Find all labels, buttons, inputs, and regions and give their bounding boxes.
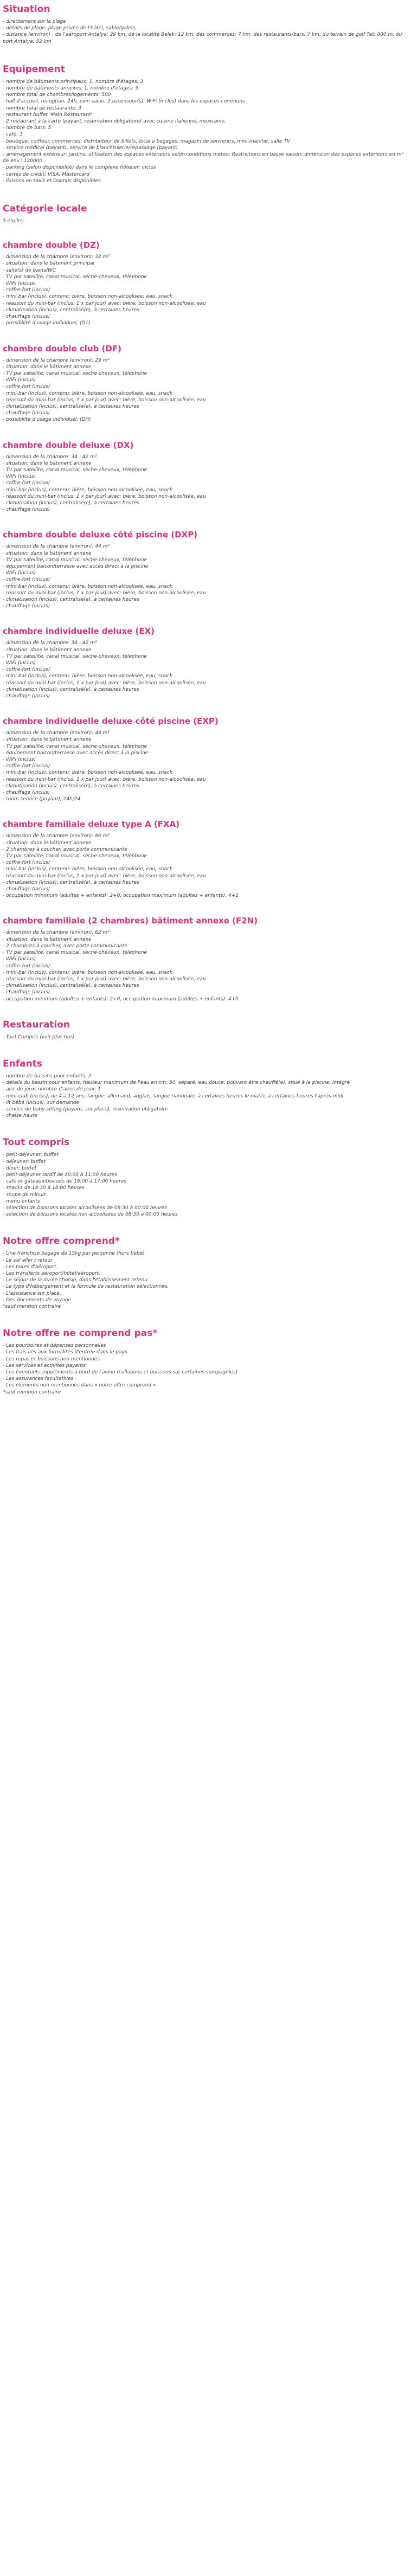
list-item: - chauffage (inclus) [3, 790, 50, 796]
room-title: chambre double deluxe (DX) [3, 440, 134, 450]
list-item: - Des documents de voyage. [3, 1297, 73, 1303]
list-item: - dimension de la chambre (environ): 62 m² [3, 930, 110, 936]
offre-ne-comprend-pas-section [3, 1327, 408, 1396]
restauration-title: Restauration [3, 1019, 70, 1030]
list-item: - réassort du mini-bar (inclus, 1 x par jour) avec: bière, boisson non-alcoolisée, eau [3, 976, 206, 982]
list-item: - TV par satellite, canal musical, sèche-cheveux, téléphone [3, 370, 147, 376]
list-item: - situation: dans le bâtiment principal [3, 261, 95, 267]
room-feature-list [3, 730, 408, 802]
list-item: - dimension de la chambre (environ): 80 m² [3, 833, 110, 839]
list-item: - chaise haute [3, 1113, 37, 1119]
room-title: chambre double club (DF) [3, 343, 121, 354]
list-item: - dimension de la chambre: 34 - 42 m² [3, 640, 97, 646]
list-item: - déjeuner: buffet [3, 1159, 46, 1165]
list-item: - chauffage (inclus) [3, 990, 50, 995]
list-item: - situation: dans le bâtiment annexe [3, 647, 92, 653]
tout-compris-section [3, 1136, 408, 1218]
list-item: - mini-bar (inclus), contenu: bière, boisson non-alcoolisée, eau, snack [3, 673, 172, 679]
list-item: - climatisation (inclus), centralisé(e), à certaines heures [3, 686, 139, 692]
list-item: - WiFi (inclus) [3, 570, 36, 576]
list-item: - Les taxes d'aéroport. [3, 1264, 58, 1270]
list-item: - réassort du mini-bar (inclus, 1 x par jour) avec: bière, boisson non-alcoolisée, eau [3, 397, 206, 403]
list-item: - climatisation (inclus), centralisé(e), à certaines heures [3, 403, 139, 409]
room-title: chambre individuelle deluxe côté piscine (EXP) [3, 716, 219, 727]
list-item: - situation: dans le bâtiment annexe [3, 936, 92, 942]
list-item: - mini-bar (inclus), contenu: bière, boisson non-alcoolisée, eau, snack [3, 969, 172, 975]
list-item: - détails du bassin pour enfants: hauteur maximum de l'eau en cm: 50, séparé, eau douce, pouvant être chauffé(e), situé à la piscine, intégré [3, 1080, 350, 1086]
room-feature-list [3, 640, 408, 699]
list-item: - 2 restaurant à la carte (payant, réservation obligatoire) avec cuisine italienne, mexicaine, [3, 119, 226, 125]
list-item: - réassort du mini-bar (inclus, 1 x par jour) avec: bière, boisson non-alcoolisée, eau [3, 680, 206, 686]
list-item: - L'assistance sur place. [3, 1290, 61, 1296]
list-item: - nombre de bâtiments principaux: 1, nombre d'étages: 3 [3, 79, 144, 85]
list-item: - Une franchise bagage de 15kg par personne (hors bébé) [3, 1251, 145, 1257]
list-item: - soupe de minuit [3, 1192, 46, 1198]
list-item: - possibilité d'usage individuel, (DH) [3, 417, 91, 423]
room-section [3, 626, 408, 699]
list-item: - TV par satellite, canal musical, sèche-cheveux, téléphone [3, 950, 147, 956]
room-section [3, 343, 408, 423]
list-item: - coffre-fort (inclus) [3, 287, 50, 293]
categorie-section [3, 203, 408, 224]
list-item: - WiFi (inclus) [3, 757, 36, 763]
list-item: - 2 chambres à coucher, avec porte communicante [3, 943, 127, 949]
list-item: - TV par satellite, canal musical, sèche-cheveux, téléphone [3, 557, 147, 563]
offre-comprend-section [3, 1235, 408, 1310]
list-item: - coffre-fort (inclus) [3, 763, 50, 769]
list-item: - distance (environ) : de l'aéroport Antalya: 29 km, de la localité Belek: 12 km, des commerces: 7 km, des restaurants/bars: 7 km, du terrain de golf Tat: 800 m, du port Antalya: 52 km [3, 32, 402, 44]
list-item: - situation: dans le bâtiment annexe [3, 460, 92, 466]
list-item: - dimension de la chambre: 34 - 42 m² [3, 454, 97, 460]
list-item: - réassort du mini-bar (inclus, 1 x par jour) avec: bière, boisson non-alcoolisée, eau [3, 776, 206, 782]
list-item: - sélection de boissons locales non-alcoolisées de 08:30 à 00:00 heures [3, 1212, 178, 1218]
offre-ne-comprend-pas-title: Notre offre ne comprend pas* [3, 1328, 158, 1339]
situation-title: Situation [3, 4, 50, 15]
list-item: - WiFi (inclus) [3, 474, 36, 480]
list-item: - Le séjour de la durée choisie, dans l'établissement retenu. [3, 1277, 149, 1283]
list-item: - directement sur la plage [3, 19, 66, 24]
restauration-list [3, 1034, 408, 1040]
list-item: - coffre-fort (inclus) [3, 667, 50, 673]
list-item: - Les assurances facultatives [3, 1376, 74, 1382]
list-item: - dimension de la chambre (environ): 32 m² [3, 254, 110, 260]
list-item: - chauffage (inclus) [3, 603, 50, 609]
list-item: - chauffage (inclus) [3, 507, 50, 513]
list-item: - réassort du mini-bar (inclus, 1 x par jour) avec: bière, boisson non-alcoolisée, eau [3, 300, 206, 306]
list-item: - nombre total de chambres/logements: 500 [3, 92, 111, 98]
list-item: - cartes de crédit: VISA, Mastercard [3, 171, 90, 177]
list-item: - lit bébé (inclus), sur demande [3, 1100, 80, 1106]
room-feature-list [3, 833, 408, 899]
list-item: - Les frais liés aux formalités d'entrée dans le pays [3, 1350, 127, 1356]
list-item: - sélection de boissons locales alcoolisées de 08:30 à 00:00 heures [3, 1205, 167, 1211]
list-item: - nombre de bâtiments annexes: 1, nombre d'étages: 5 [3, 86, 138, 92]
tout-compris-title: Tout compris [3, 1137, 70, 1148]
room-section [3, 240, 408, 326]
list-item: - café: 1 [3, 132, 23, 138]
list-item: - menu enfants [3, 1198, 40, 1204]
list-item: - climatisation (inclus), centralisé(e), à certaines heures [3, 879, 139, 885]
room-feature-list [3, 357, 408, 423]
list-item: - occupation minimum (adultes + enfants): 2+0, occupation maximum (adultes + enfants): 4+1 [3, 893, 239, 899]
list-item: - TV par satellite, canal musical, sèche-cheveux, téléphone [3, 853, 147, 859]
list-item: - nombre de bassins pour enfants: 2 [3, 1073, 92, 1079]
list-item: - café et gâteaux/biscuits de 16:00 à 17:00 heures [3, 1179, 127, 1185]
list-item: - situation: dans le bâtiment annexe [3, 364, 92, 370]
equipement-section [3, 63, 408, 184]
list-item: - service médical (payant), service de blanchisserie/repassage (payant) [3, 145, 178, 151]
list-item: - TV par satellite, canal musical, sèche-cheveux, téléphone [3, 743, 147, 749]
offre-ne-comprend-pas-note: *sauf mention contraire [3, 1389, 61, 1395]
room-title: chambre double deluxe côté piscine (DXP) [3, 530, 198, 540]
list-item: - dîner: buffet [3, 1165, 37, 1171]
room-section [3, 915, 408, 1002]
list-item: - mini-bar (inclus), contenu: bière, boisson non-alcoolisée, eau, snack [3, 294, 172, 300]
list-item: - TV par satellite, canal musical, sèche-cheveux, téléphone [3, 274, 147, 280]
list-item: - boutique, coiffeur, commerces, distributeur de billets, local à bagages, magasin de souvenirs, mini-marché, salle TV [3, 138, 290, 144]
list-item: - chauffage (inclus) [3, 693, 50, 699]
list-item: - TV par satellite, canal musical, sèche-cheveux, téléphone [3, 653, 147, 659]
list-item: - occupation minimum (adultes + enfants): 2+0, occupation maximum (adultes + enfants): 4+0 [3, 996, 239, 1002]
list-item: - liaisons en taxis et Dolmus disponibles. [3, 178, 102, 184]
list-item: - mini-club (inclus), de 4 à 12 ans, langue: allemand, anglais, langue nationale, à certaines heures le matin, à certaines heures l'après-midi [3, 1093, 344, 1099]
list-item: - réassort du mini-bar (inclus, 1 x par jour) avec: bière, boisson non-alcoolisée, eau [3, 873, 206, 879]
offre-comprend-note: *sauf mention contraire [3, 1304, 61, 1309]
room-section [3, 819, 408, 899]
room-section [3, 716, 408, 802]
rooms-container [3, 240, 408, 1002]
categorie-title: Catégorie locale [3, 203, 87, 215]
list-item: - petit-déjeuner: buffet [3, 1152, 59, 1158]
list-item: - chauffage (inclus) [3, 886, 50, 892]
enfants-title: Enfants [3, 1058, 42, 1069]
room-section [3, 529, 408, 609]
list-item: - snacks de 14:30 à 16:00 heures [3, 1185, 85, 1191]
list-item: - hall d'accueil, réception, 24h, coin salon, 2 ascenseur(s), WiFi (inclus) dans les espaces communs [3, 99, 245, 105]
room-title: chambre individuelle deluxe (EX) [3, 626, 155, 637]
list-item: - service de baby-sitting (payant, sur place), réservation obligatoire [3, 1106, 168, 1112]
situation-section [3, 3, 408, 45]
list-item: - réassort du mini-bar (inclus, 1 x par jour) avec: bière, boisson non-alcoolisée, eau [3, 590, 206, 596]
list-item: - Tout Compris (voir plus bas) [3, 1034, 75, 1040]
list-item: - dimension de la chambre (environ): 44 m² [3, 730, 110, 736]
list-item: - dimension de la chambre (environ): 29 m² [3, 357, 110, 363]
restauration-section [3, 1019, 408, 1040]
list-item: - mini-bar (inclus), contenu: bière, boisson non-alcoolisée, eau, snack [3, 487, 172, 493]
room-section [3, 440, 408, 513]
list-item: - WiFi (inclus) [3, 956, 36, 962]
tout-compris-list [3, 1152, 408, 1218]
list-item: - Les éventuels suppléments à bord de l'avion (collations et boissons sur certaines compagnies) [3, 1370, 238, 1376]
list-item: - WiFi (inclus) [3, 660, 36, 666]
list-item: - détails de plage: plage privée de l'hôtel, sable/galets [3, 25, 136, 31]
list-item: - salle(s) de bains/WC [3, 267, 56, 273]
list-item: - aire de jeux: nombre d'aires de jeux: 1 [3, 1087, 101, 1093]
list-item: - 2 chambres à coucher, avec porte communicante [3, 846, 127, 852]
list-item: - mini-bar (inclus), contenu: bière, boisson non-alcoolisée, eau, snack [3, 583, 172, 589]
list-item: - mini-bar (inclus), contenu: bière, boisson non-alcoolisée, eau, snack [3, 390, 172, 396]
list-item: - climatisation (inclus), centralisé(e), à certaines heures [3, 783, 139, 789]
list-item: - nombre de bars: 5 [3, 125, 52, 131]
offre-ne-comprend-pas-list [3, 1342, 408, 1389]
equipement-title: Equipement [3, 63, 65, 75]
list-item: - Les services et activités payants [3, 1363, 86, 1369]
list-item: - coffre-fort (inclus) [3, 480, 50, 486]
list-item: - coffre-fort (inclus) [3, 384, 50, 390]
list-item: - Les repas et boissons non mentionnés [3, 1356, 100, 1362]
list-item: - Le vol aller / retour [3, 1257, 53, 1263]
list-item: - situation: dans le bâtiment annexe [3, 737, 92, 743]
room-feature-list [3, 929, 408, 1002]
list-item: - possibilité d'usage individuel, (D1) [3, 320, 91, 326]
list-item: - situation: dans le bâtiment annexe [3, 840, 92, 846]
list-item: - restaurant buffet 'Main Restaurant' [3, 112, 92, 118]
room-feature-list [3, 454, 408, 513]
offre-comprend-list [3, 1250, 408, 1303]
list-item: - TV par satellite, canal musical, sèche-cheveux, téléphone [3, 467, 147, 473]
list-item: - coffre-fort (inclus) [3, 577, 50, 583]
list-item: - aménagement extérieur: jardins; utilisation des espaces extérieurs selon conditions météo; Restrictions en basse saison; dimension des espaces extérieurs en m² de env.: 120000 [3, 152, 404, 164]
categorie-value: 5 étoiles [3, 219, 24, 224]
list-item: - chauffage (inclus) [3, 410, 50, 416]
list-item: - room service (payant), 24h/24 [3, 796, 81, 802]
enfants-section [3, 1058, 408, 1119]
list-item: - équipement balcon/terrasse avec accès direct à la piscine [3, 750, 149, 756]
equipement-list [3, 79, 408, 184]
list-item: - dimension de la chambre (environ): 44 m² [3, 544, 110, 550]
list-item: - Les transferts aéroport/hôtel/aéroport. [3, 1270, 100, 1276]
room-title: chambre familiale deluxe type A (FXA) [3, 819, 180, 830]
room-feature-list [3, 543, 408, 609]
list-item: - chauffage (inclus) [3, 314, 50, 320]
offre-comprend-title: Notre offre comprend* [3, 1236, 120, 1247]
list-item: - situation: dans le bâtiment annexe [3, 550, 92, 556]
list-item: - Le type d'hébergement et la formule de restauration sélectionnés. [3, 1284, 169, 1290]
list-item: - mini-bar (inclus), contenu: bière, boisson non-alcoolisée, eau, snack [3, 770, 172, 776]
list-item: - nombre total de restaurants: 3 [3, 105, 81, 111]
room-feature-list [3, 254, 408, 326]
list-item: - mini-bar (inclus), contenu: bière, boisson non-alcoolisée, eau, snack [3, 866, 172, 872]
list-item: - Les pourboires et dépenses personnelles [3, 1343, 106, 1349]
enfants-list [3, 1073, 408, 1119]
list-item: - réassort du mini-bar (inclus, 1 x par jour) avec: bière, boisson non-alcoolisée, eau [3, 493, 206, 499]
list-item: - équipement balcon/terrasse avec accès direct à la piscine [3, 563, 149, 569]
situation-list [3, 18, 408, 45]
room-title: chambre familiale (2 chambres) bâtiment annexe (F2N) [3, 916, 258, 926]
list-item: - Les éléments non mentionnés dans « notre offre comprend » [3, 1383, 156, 1389]
list-item: - coffre-fort (inclus) [3, 860, 50, 866]
list-item: - coffre-fort (inclus) [3, 963, 50, 969]
list-item: - climatisation (inclus), centralisé(e), à certaines heures [3, 983, 139, 989]
list-item: - WiFi (inclus) [3, 377, 36, 383]
list-item: - WiFi (inclus) [3, 281, 36, 287]
list-item: - petit-déjeuner tardif de 10:00 à 11:00 heures [3, 1172, 117, 1178]
list-item: - climatisation (inclus), centralisé(e), à certaines heures [3, 500, 139, 506]
room-title: chambre double (DZ) [3, 240, 100, 250]
list-item: - climatisation (inclus), centralisé(e), à certaines heures [3, 596, 139, 602]
list-item: - climatisation (inclus), centralisé(e), à certaines heures [3, 307, 139, 313]
list-item: - parking (selon disponibilité) dans le complexe hôtelier: inclus [3, 165, 156, 171]
